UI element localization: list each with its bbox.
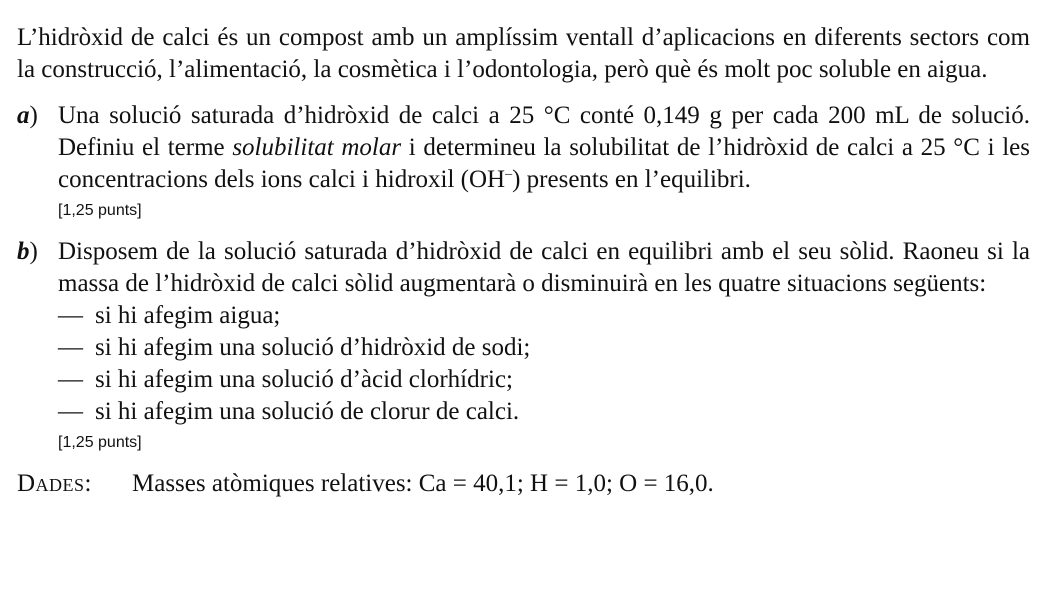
question-a-letter: a) — [17, 102, 38, 129]
question-a-text: Una solució saturada d’hidròxid de calci a 25 °C conté 0,149 g per cada 200 mL de solució. Definiu el terme solubilitat molar i determineu la solubilitat de l’hidròxid de calci a 25 °C i les concentracions dels ions calci i hidroxil (OH–) presents en l’equilibri. — [58, 102, 1030, 193]
dash-marker: — — [58, 366, 83, 393]
question-b-letter: b) — [17, 238, 38, 265]
hydroxide-charge: – — [505, 166, 513, 182]
data-section — [17, 468, 1030, 500]
question-a-points: [1,25 punts] — [58, 202, 142, 219]
list-item: — si hi afegim aigua; — [58, 300, 1030, 332]
atomic-masses: Masses atòmiques relatives: Ca = 40,1; H = 1,0; O = 16,0. — [132, 470, 714, 497]
intro-paragraph: L’hidròxid de calci és un compost amb un amplíssim ventall d’aplicacions en diferents sectors com la construcció, l’alimentació, la cosmètica i l’odontologia, però què és molt poc soluble en aigua. — [17, 24, 1030, 83]
question-b — [17, 236, 1030, 454]
question-b-points: [1,25 punts] — [58, 434, 142, 451]
question-b-text: Disposem de la solució saturada d’hidròxid de calci en equilibri amb el seu sòlid. Raoneu si la massa de l’hidròxid de calci sòlid augmentarà o disminuirà en les quatre situacions següents: — [58, 238, 1030, 297]
question-a — [17, 100, 1030, 222]
list-item: — si hi afegim una solució d’àcid clorhídric; — [58, 364, 1030, 396]
dash-marker: — — [58, 334, 83, 361]
exam-page — [17, 22, 1030, 500]
dash-marker: — — [58, 398, 83, 425]
data-label: Dades: — [17, 470, 93, 497]
dash-marker: — — [58, 302, 83, 329]
situations-list — [58, 300, 1030, 428]
list-item: — si hi afegim una solució de clorur de calci. — [58, 396, 1030, 428]
term-solubilitat-molar: solubilitat molar — [232, 134, 402, 161]
list-item: — si hi afegim una solució d’hidròxid de sodi; — [58, 332, 1030, 364]
